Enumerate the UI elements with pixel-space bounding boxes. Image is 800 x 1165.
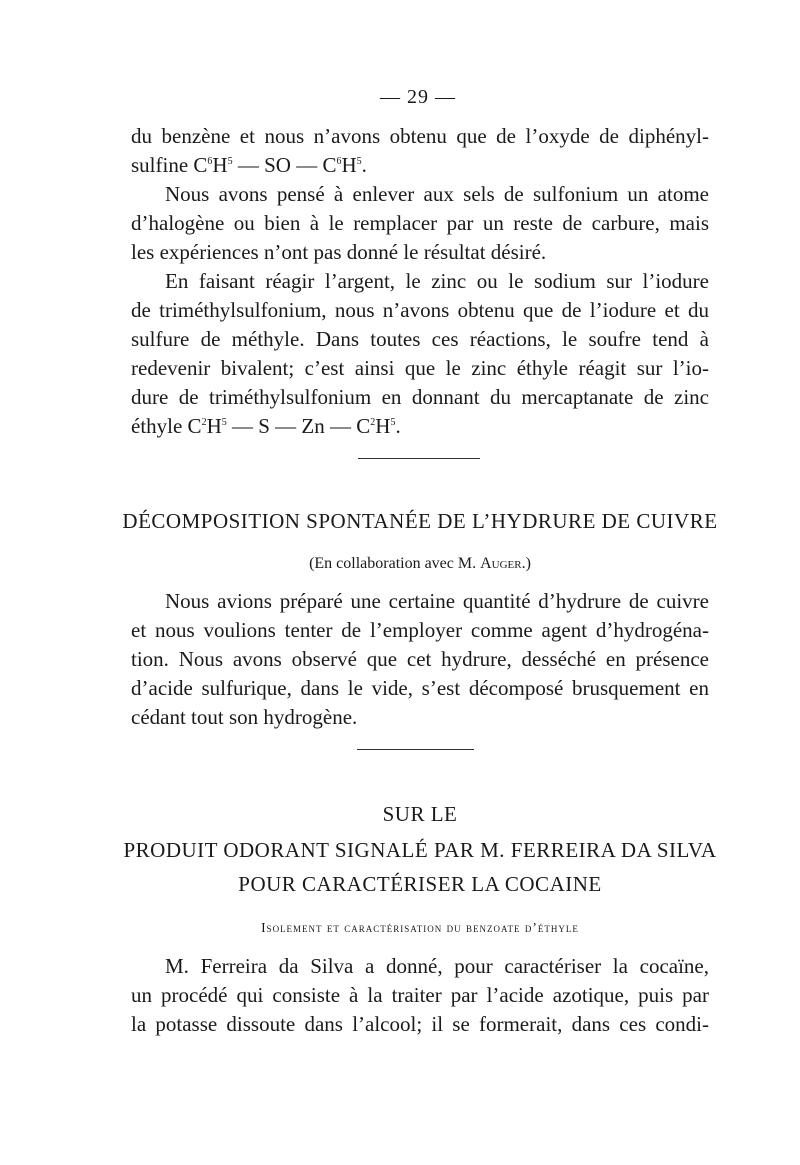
text-line: la potasse dissoute dans l’alcool; il se formerait, dans ces condi- xyxy=(131,1012,709,1036)
section-title-line: SUR LE xyxy=(382,802,458,826)
section-subtitle: Isolement et caractérisation du benzoate d’éthyle xyxy=(261,920,579,935)
text-line: cédant tout son hydrogène. xyxy=(131,705,358,729)
formula-line: éthyle $C^2H^5$ — S — Zn — $C^2H^5$. xyxy=(131,414,401,438)
section-title: DÉCOMPOSITION SPONTANÉE DE L’HYDRURE DE CUIVRE xyxy=(122,509,718,533)
text-line: et nous voulions tenter de l’employer comme agent d’hydrogéna- xyxy=(131,618,709,642)
text-line: dure de triméthylsulfonium en donnant du mercaptanate de zinc xyxy=(131,385,709,409)
text-line: Nous avons pensé à enlever aux sels de sulfonium un atome xyxy=(165,182,709,206)
text-line: En faisant réagir l’argent, le zinc ou le sodium sur l’iodure xyxy=(165,269,709,293)
section-divider xyxy=(357,749,474,750)
text-line: sulfure de méthyle. Dans toutes ces réactions, le soufre tend à xyxy=(131,327,709,351)
section-title-line: PRODUIT ODORANT SIGNALÉ PAR M. FERREIRA DA SILVA xyxy=(123,838,717,862)
page-number: — 29 — xyxy=(380,86,456,108)
section-title-line: POUR CARACTÉRISER LA COCAINE xyxy=(238,872,602,896)
text-line: de triméthylsulfonium, nous n’avons obtenu que de l’iodure et du xyxy=(131,298,709,322)
text-line: les expériences n’ont pas donné le résultat désiré. xyxy=(131,240,547,264)
text-line: redevenir bivalent; c’est ainsi que le zinc éthyle réagit sur l’io- xyxy=(131,356,709,380)
text-line: d’halogène ou bien à le remplacer par un reste de carbure, mais xyxy=(131,211,709,235)
section3-text xyxy=(131,952,709,1039)
text-line: du benzène et nous n’avons obtenu que de l’oxyde de diphényl- xyxy=(131,124,709,148)
collaboration-note: (En collaboration avec M. Auger.) xyxy=(309,555,531,572)
text-line: d’acide sulfurique, dans le vide, s’est décomposé brusquement en xyxy=(131,676,709,700)
section-divider xyxy=(358,458,480,459)
formula-line: sulfine $C^6H^5$ — SO — $C^6H^5$. xyxy=(131,153,367,177)
section1-text xyxy=(131,122,709,441)
section2-text xyxy=(131,587,709,732)
text-line: tion. Nous avons observé que cet hydrure, desséché en présence xyxy=(131,647,709,671)
text-line: un procédé qui consiste à la traiter par l’acide azotique, puis par xyxy=(131,983,709,1007)
text-line: M. Ferreira da Silva a donné, pour caractériser la cocaïne, xyxy=(165,954,709,978)
text-line: Nous avions préparé une certaine quantité d’hydrure de cuivre xyxy=(165,589,709,613)
